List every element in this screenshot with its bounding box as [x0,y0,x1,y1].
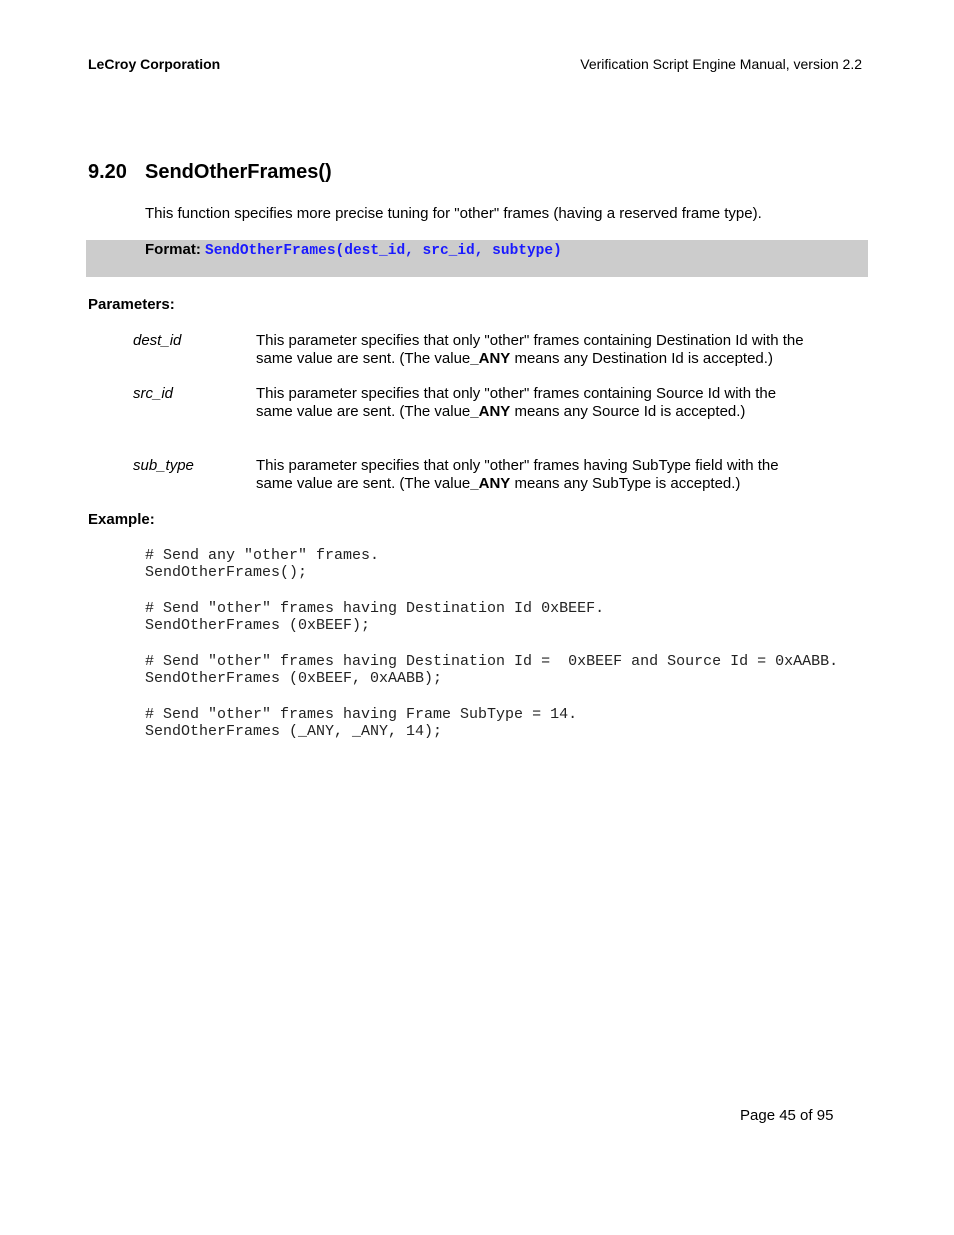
param-desc-any: _ANY [470,350,511,367]
parameters-heading: Parameters: [88,296,175,313]
format-line [145,241,562,259]
intro-paragraph: This function specifies more precise tuning for "other" frames (having a reserved frame type). [145,205,762,222]
param-desc-line: This parameter specifies that only "other" frames having SubType field with the [256,457,779,474]
code-statement: SendOtherFrames(); [145,564,308,581]
param-desc-line [256,403,856,421]
format-box [86,240,868,277]
param-desc-line [256,350,856,368]
code-statement: SendOtherFrames (0xBEEF); [145,617,371,634]
param-desc-src-id [256,385,856,421]
example-heading: Example: [88,511,155,528]
code-statement: SendOtherFrames (_ANY, _ANY, 14); [145,723,443,740]
format-label: Format: [145,241,201,258]
param-desc-text: same value are sent. (The value [256,475,471,492]
code-statement: SendOtherFrames (0xBEEF, 0xAABB); [145,670,443,687]
code-comment: # Send "other" frames having Frame SubType = 14. [145,706,578,723]
header-manual-title: Verification Script Engine Manual, version 2.2 [580,56,862,72]
param-desc-line: This parameter specifies that only "other" frames containing Destination Id with the [256,332,804,349]
param-desc-line [256,475,856,493]
param-name-dest-id: dest_id [133,332,182,349]
param-name-sub-type: sub_type [133,457,194,474]
param-desc-any: _ANY [470,403,511,420]
format-code: SendOtherFrames(dest_id, src_id, subtype) [205,243,562,259]
param-name-src-id: src_id [133,385,174,402]
section-number: 9.20 [88,161,127,183]
page-number: Page 45 of 95 [740,1107,834,1124]
param-desc-text: means any Destination Id is accepted.) [510,350,773,367]
param-desc-sub-type [256,457,856,493]
code-comment: # Send "other" frames having Destination Id 0xBEEF. [145,600,605,617]
param-desc-text: same value are sent. (The value [256,403,471,420]
param-desc-text: same value are sent. (The value [256,350,471,367]
param-desc-line: This parameter specifies that only "other" frames containing Source Id with the [256,385,777,402]
section-title: SendOtherFrames() [145,161,332,183]
param-desc-text: means any Source Id is accepted.) [510,403,746,420]
param-desc-any: _ANY [470,475,511,492]
code-comment: # Send "other" frames having Destination Id = 0xBEEF and Source Id = 0xAABB. [145,653,839,670]
code-comment: # Send any "other" frames. [145,547,380,564]
section-heading [88,161,332,184]
param-desc-text: means any SubType is accepted.) [510,475,741,492]
header-company: LeCroy Corporation [88,56,221,72]
param-desc-dest-id [256,332,856,368]
